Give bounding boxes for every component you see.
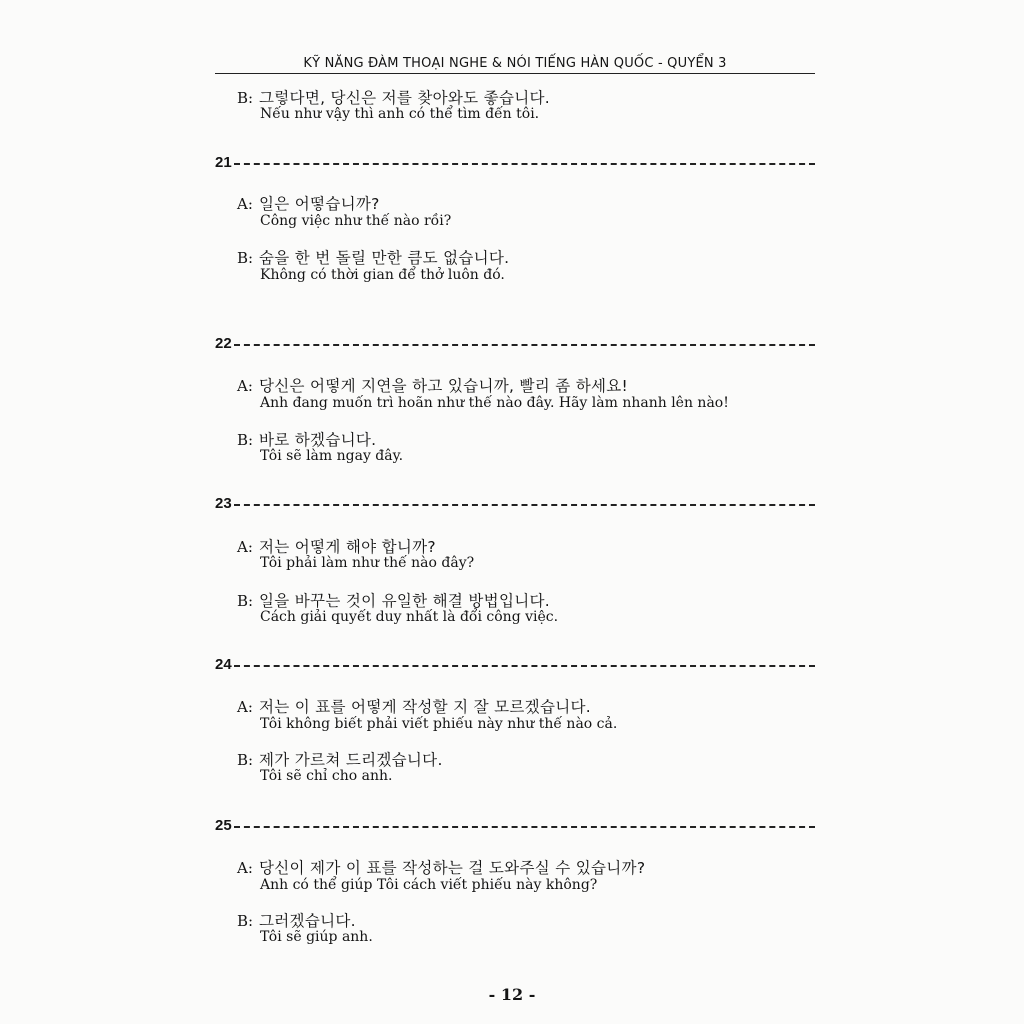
- dialogue-line-a: [237, 192, 380, 214]
- section-number: 23: [215, 494, 232, 512]
- dashed-rule: [234, 504, 815, 506]
- section-divider-22: [215, 335, 815, 351]
- section-number: 24: [215, 655, 232, 673]
- speaker-label: B:: [237, 751, 254, 769]
- speaker-label: B:: [237, 431, 254, 449]
- korean-text: 일을 바꾸는 것이 유일한 해결 방법입니다.: [259, 592, 551, 610]
- vietnamese-translation: Tôi sẽ chỉ cho anh.: [260, 768, 393, 784]
- dashed-rule: [234, 344, 815, 346]
- speaker-label: B:: [237, 912, 254, 930]
- speaker-label: A:: [237, 859, 253, 877]
- korean-text: 제가 가르쳐 드리겠습니다.: [259, 751, 443, 769]
- korean-text: 그렇다면, 당신은 저를 찾아와도 좋습니다.: [259, 89, 551, 107]
- intro-korean-line: [237, 86, 550, 108]
- section-divider-23: [215, 495, 815, 511]
- korean-text: 당신이 제가 이 표를 작성하는 걸 도와주실 수 있습니까?: [259, 859, 646, 877]
- dialogue-line-b: [237, 246, 509, 268]
- vietnamese-translation: Nếu như vậy thì anh có thể tìm đến tôi.: [260, 106, 540, 122]
- speaker-label: A:: [237, 195, 253, 213]
- dashed-rule: [234, 826, 815, 828]
- korean-text: 저는 이 표를 어떻게 작성할 지 잘 모르겠습니다.: [259, 698, 592, 716]
- korean-text: 바로 하겠습니다.: [259, 431, 377, 449]
- dialogue-line-b: [237, 428, 376, 450]
- vietnamese-translation: Anh có thể giúp Tôi cách viết phiếu này không?: [260, 877, 598, 893]
- section-divider-21: [215, 154, 815, 170]
- vietnamese-translation: Tôi sẽ làm ngay đây.: [260, 448, 404, 464]
- dialogue-line-a: [237, 535, 436, 557]
- vietnamese-translation: Tôi không biết phải viết phiếu này như thế nào cả.: [260, 716, 618, 732]
- vietnamese-translation: Công việc như thế nào rồi?: [260, 213, 452, 229]
- section-number: 25: [215, 816, 232, 834]
- page-number: - 12 -: [488, 985, 536, 1004]
- korean-text: 일은 어떻습니까?: [259, 195, 380, 213]
- korean-text: 숨을 한 번 돌릴 만한 큼도 없습니다.: [259, 249, 510, 267]
- dashed-rule: [234, 163, 815, 165]
- dialogue-line-b: [237, 909, 356, 931]
- dialogue-line-b: [237, 748, 443, 770]
- dialogue-line-a: [237, 374, 628, 396]
- vietnamese-translation: Tôi phải làm như thế nào đây?: [260, 555, 475, 571]
- section-number: 21: [215, 153, 232, 171]
- vietnamese-translation: Anh đang muốn trì hoãn như thế nào đây. Hãy làm nhanh lên nào!: [260, 395, 729, 411]
- dialogue-line-a: [237, 695, 591, 717]
- vietnamese-translation: Không có thời gian để thở luôn đó.: [260, 267, 505, 283]
- speaker-label: A:: [237, 538, 253, 556]
- speaker-label: B:: [237, 249, 254, 267]
- section-divider-25: [215, 817, 815, 833]
- speaker-label: A:: [237, 698, 253, 716]
- dashed-rule: [234, 665, 815, 667]
- korean-text: 당신은 어떻게 지연을 하고 있습니까, 빨리 좀 하세요!: [259, 377, 629, 395]
- running-header: KỸ NĂNG ĐÀM THOẠI NGHE & NÓI TIẾNG HÀN QUỐC - QUYỂN 3: [215, 56, 815, 74]
- section-divider-24: [215, 656, 815, 672]
- speaker-label: B:: [237, 592, 254, 610]
- speaker-label: A:: [237, 377, 253, 395]
- vietnamese-translation: Cách giải quyết duy nhất là đổi công việc.: [260, 609, 559, 625]
- dialogue-line-b: [237, 589, 550, 611]
- vietnamese-translation: Tôi sẽ giúp anh.: [260, 929, 373, 945]
- dialogue-line-a: [237, 856, 645, 878]
- korean-text: 그러겠습니다.: [259, 912, 356, 930]
- section-number: 22: [215, 334, 232, 352]
- korean-text: 저는 어떻게 해야 합니까?: [259, 538, 436, 556]
- speaker-label: B:: [237, 89, 254, 107]
